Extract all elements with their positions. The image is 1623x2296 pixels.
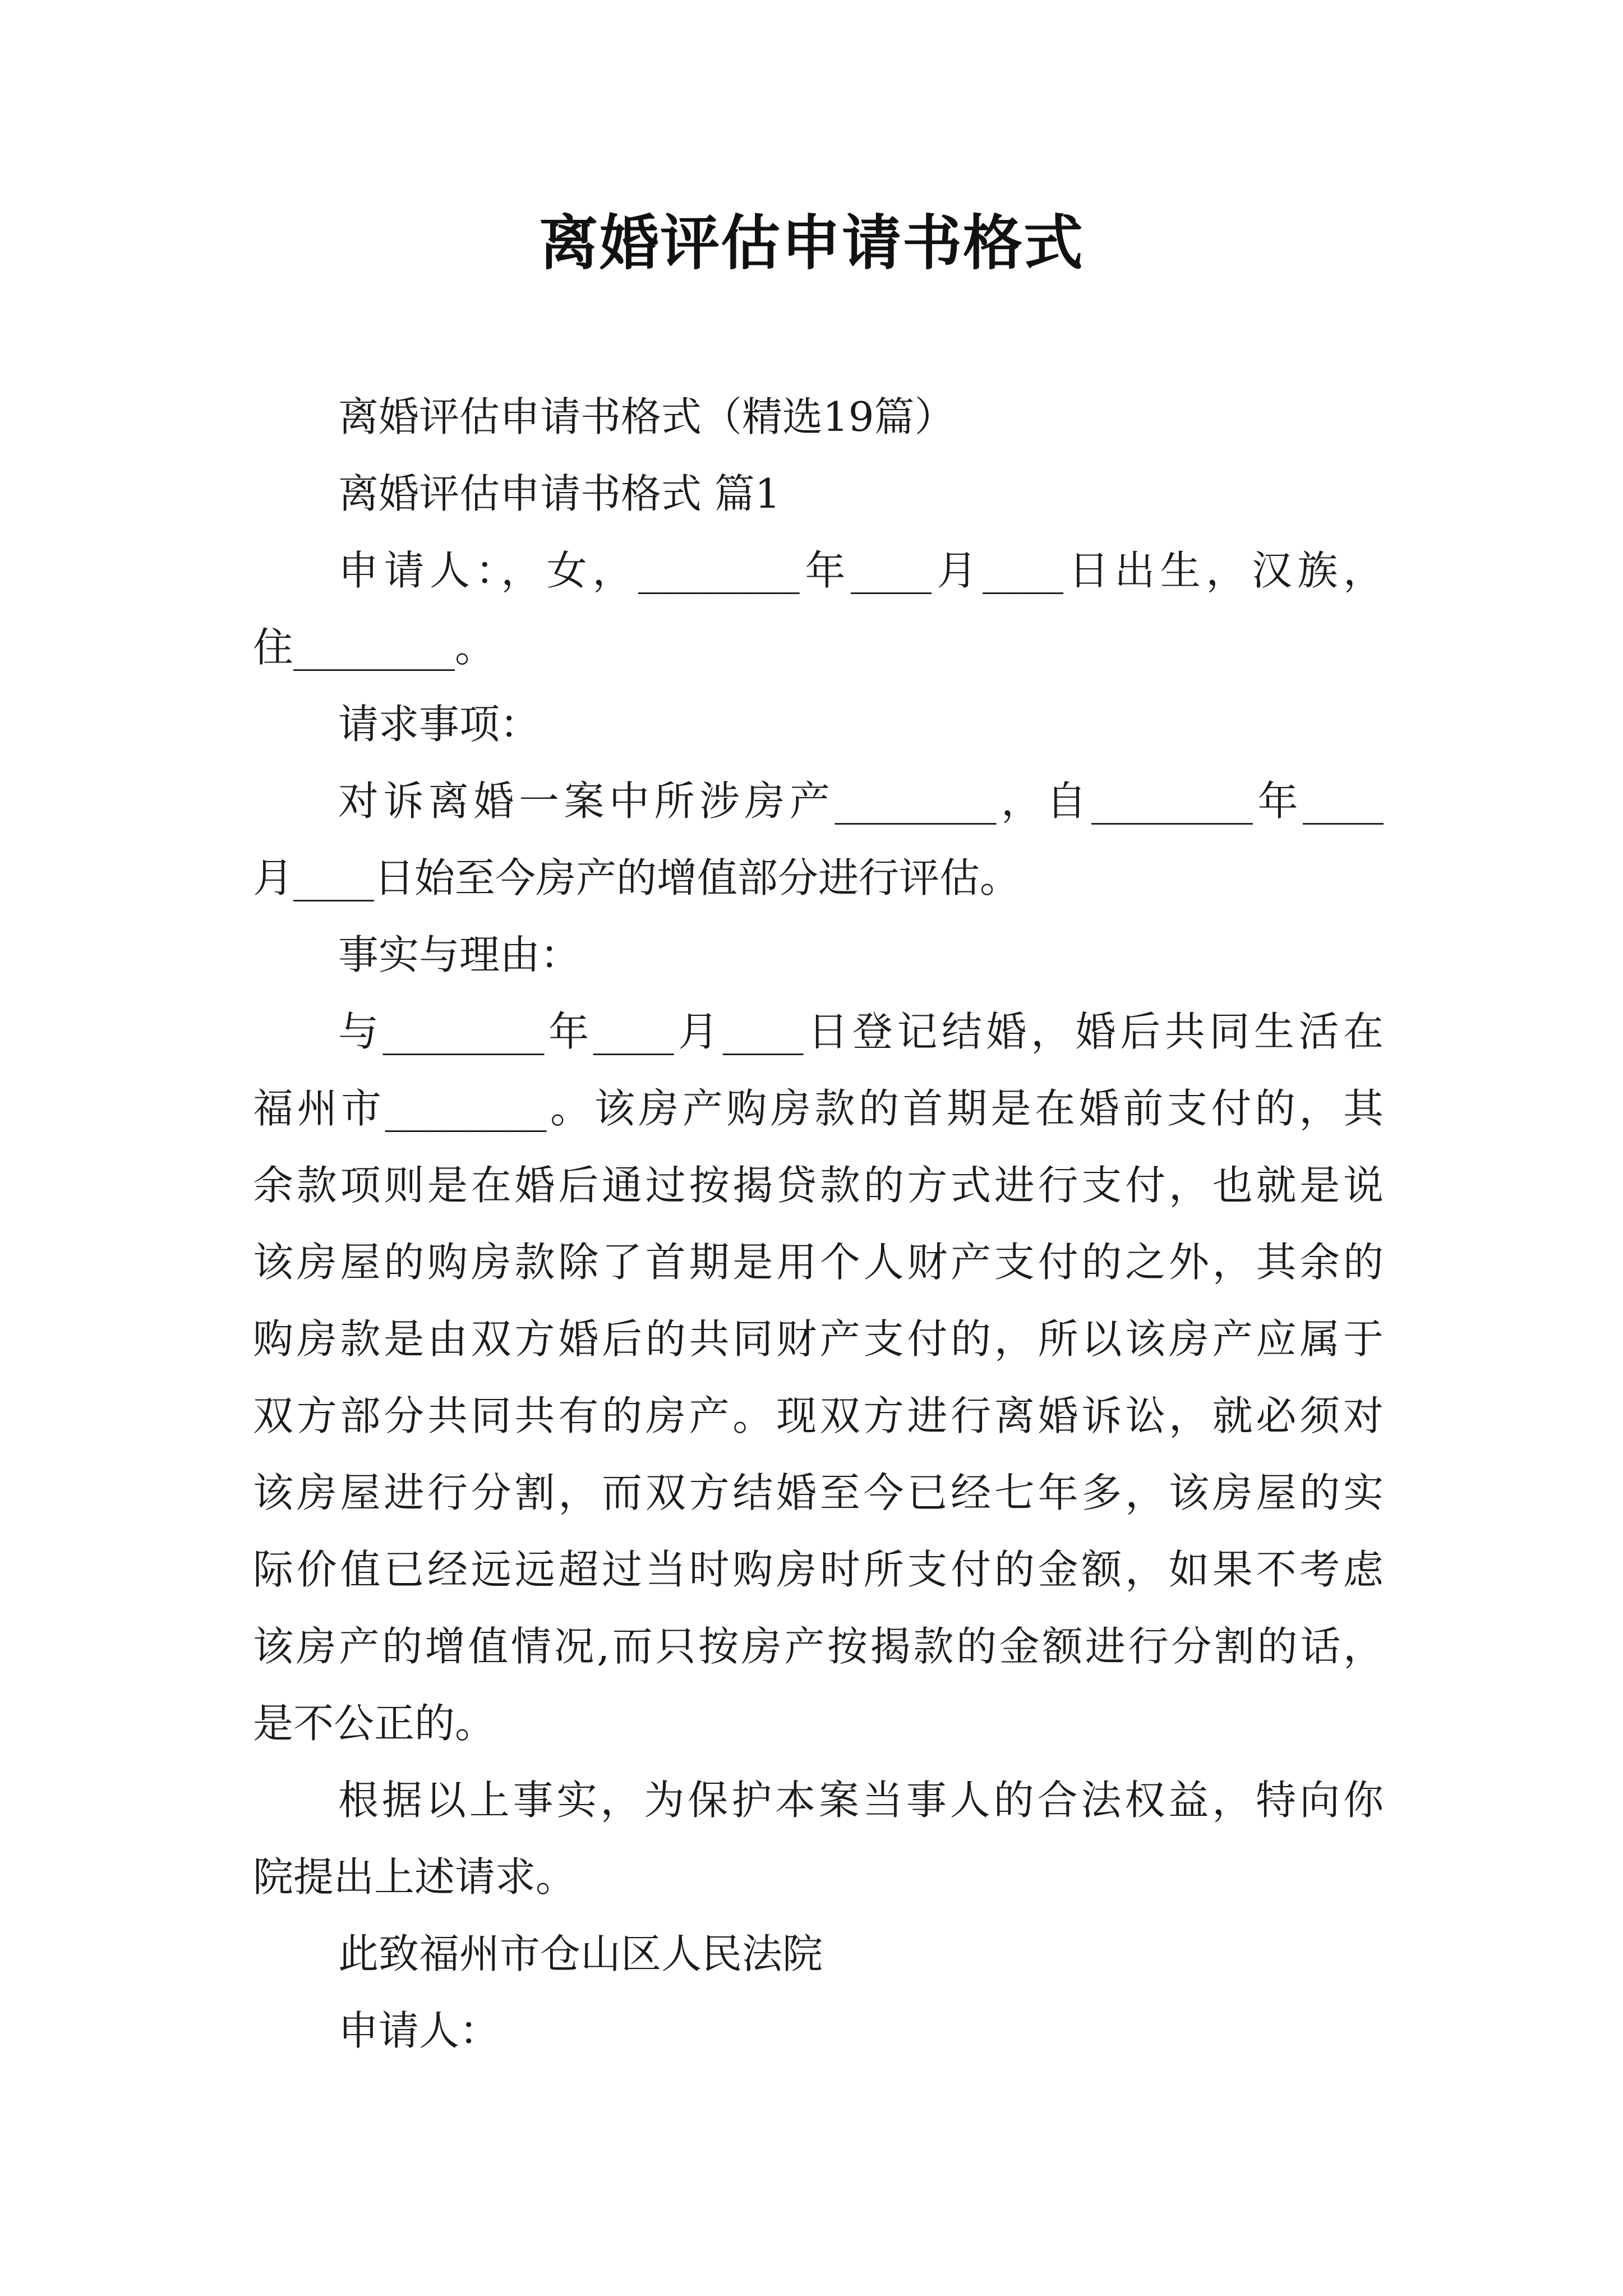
paragraph-line: 购房款是由双方婚后的共同财产支付的，所以该房产应属于 bbox=[253, 1315, 1384, 1363]
document-title: 离婚评估申请书格式 bbox=[539, 208, 1084, 278]
paragraph-line: 双方部分共同共有的房产。现双方进行离婚诉讼，就必须对 bbox=[253, 1392, 1384, 1439]
paragraph-line: 余款项则是在婚后通过按揭贷款的方式进行支付，也就是说 bbox=[253, 1162, 1384, 1209]
paragraph-line: 申请人：，女，________年____月____日出生，汉族， bbox=[338, 547, 1384, 594]
paragraph bbox=[253, 379, 1384, 455]
paragraph-line: 根据以上事实，为保护本案当事人的合法权益，特向你 bbox=[338, 1777, 1384, 1824]
paragraph-line: 对诉离婚一案中所涉房产________，自________年____ bbox=[338, 777, 1384, 825]
paragraph-line: 该房屋进行分割，而双方结婚至今已经七年多，该房屋的实 bbox=[253, 1469, 1384, 1516]
paragraph-line: 住________。 bbox=[253, 624, 496, 671]
paragraph bbox=[253, 532, 1384, 686]
paragraph-line: 该房产的增值情况,而只按房产按揭款的金额进行分割的话， bbox=[253, 1623, 1384, 1670]
paragraph-line: 申请人： bbox=[338, 2007, 500, 2054]
document-body bbox=[253, 379, 1384, 2069]
paragraph-line: 离婚评估申请书格式（精选19篇） bbox=[338, 393, 955, 440]
paragraph bbox=[253, 917, 1384, 993]
paragraph bbox=[253, 993, 1384, 1762]
paragraph-line: 与________年____月____日登记结婚，婚后共同生活在 bbox=[338, 1008, 1384, 1055]
paragraph-line: 此致福州市仓山区人民法院 bbox=[338, 1930, 823, 1977]
paragraph-line: 际价值已经远远超过当时购房时所支付的金额，如果不考虑 bbox=[253, 1546, 1384, 1593]
paragraph bbox=[253, 763, 1384, 917]
paragraph-line: 院提出上述请求。 bbox=[253, 1853, 577, 1901]
paragraph-line: 该房屋的购房款除了首期是用个人财产支付的之外，其余的 bbox=[253, 1239, 1384, 1286]
paragraph-line: 事实与理由： bbox=[338, 931, 581, 978]
paragraph bbox=[253, 686, 1384, 763]
paragraph bbox=[253, 1916, 1384, 1993]
paragraph bbox=[253, 455, 1384, 532]
paragraph-line: 请求事项： bbox=[338, 701, 541, 748]
paragraph-line: 月____日始至今房产的增值部分进行评估。 bbox=[253, 854, 1021, 901]
paragraph-line: 是不公正的。 bbox=[253, 1700, 496, 1747]
paragraph-line: 福州市________。该房产购房款的首期是在婚前支付的，其 bbox=[253, 1085, 1384, 1132]
paragraph bbox=[253, 1762, 1384, 1916]
paragraph bbox=[253, 1993, 1384, 2069]
paragraph-line: 离婚评估申请书格式 篇1 bbox=[338, 470, 781, 517]
